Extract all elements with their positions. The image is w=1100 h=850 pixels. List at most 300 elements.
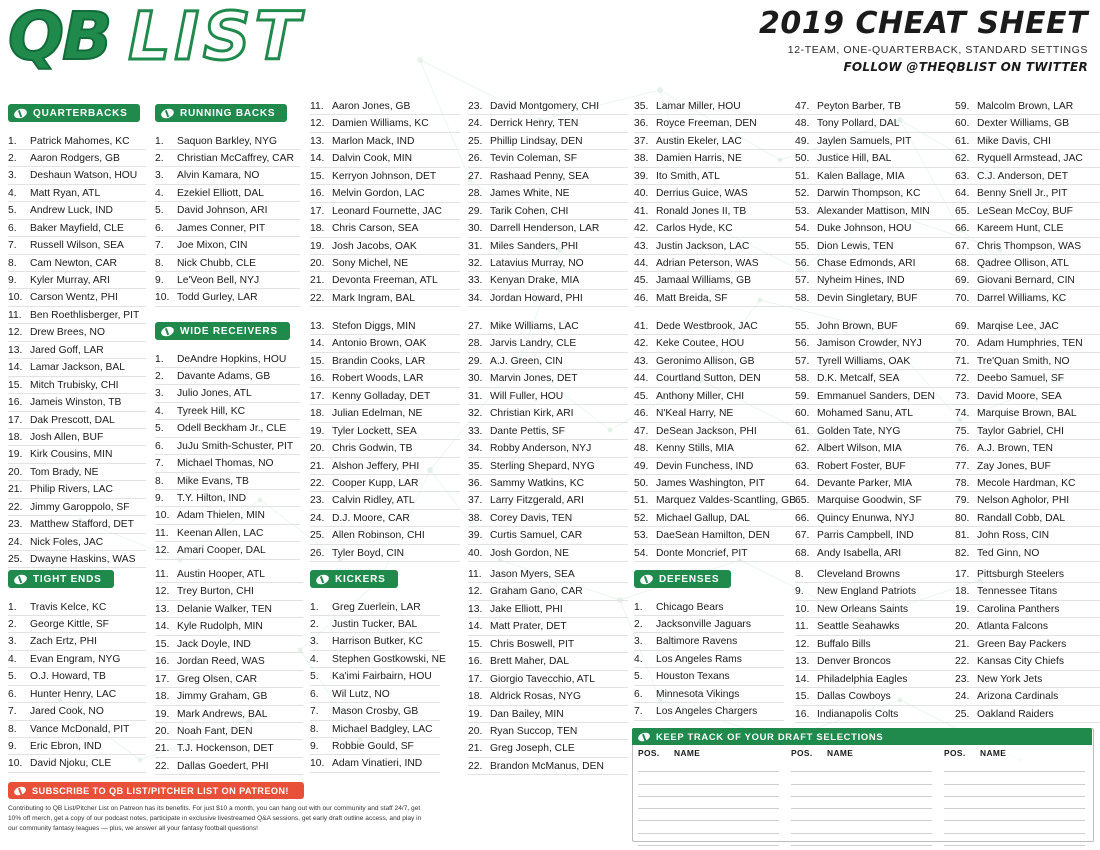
rank-number: 62. (795, 443, 810, 455)
player-name: Chris Godwin, TB (332, 443, 413, 455)
rank-number: 14. (8, 362, 23, 374)
list-item (795, 98, 960, 115)
rank-number: 4. (634, 653, 643, 665)
list-item (310, 150, 460, 167)
rank-number: 16. (155, 656, 170, 668)
kickers-section (310, 570, 446, 773)
list-item (795, 150, 960, 167)
rank-number: 6. (8, 688, 17, 700)
tracker-row[interactable] (638, 821, 779, 833)
tracker-row[interactable] (791, 809, 932, 821)
list-item (310, 388, 460, 405)
rank-number: 41. (634, 321, 649, 332)
rank-number: 74. (955, 408, 970, 420)
player-name: Dwayne Haskins, WAS (30, 554, 136, 565)
rank-number: 70. (955, 338, 970, 350)
rank-number: 50. (795, 153, 810, 165)
tracker-row[interactable] (944, 846, 1085, 850)
player-name: Josh Allen, BUF (30, 431, 104, 443)
player-name: David Njoku, CLE (30, 758, 112, 770)
player-name: Brandon McManus, DEN (490, 760, 604, 772)
player-name: Minnesota Vikings (656, 688, 740, 700)
list-item (468, 566, 628, 583)
player-name: Kyler Murray, ARI (30, 275, 110, 286)
player-name: Robert Woods, LAR (332, 373, 424, 385)
player-name: Mike Davis, CHI (977, 135, 1051, 147)
player-name: Matt Ryan, ATL (30, 187, 101, 199)
rank-number: 13. (8, 344, 23, 356)
list-item (634, 440, 794, 457)
list-item (310, 510, 460, 527)
rank-number: 39. (468, 530, 483, 542)
rank-number: 18. (310, 223, 325, 235)
list-item (634, 272, 794, 289)
list-item (955, 440, 1100, 457)
player-name: Jordan Howard, PHI (490, 292, 583, 304)
list-item (795, 492, 960, 509)
list-item (634, 388, 794, 405)
rank-number: 12. (310, 118, 325, 130)
player-name: Pittsburgh Steelers (977, 569, 1064, 580)
rank-number: 9. (155, 493, 164, 504)
rank-number: 6. (155, 222, 164, 234)
rank-number: 7. (8, 706, 17, 718)
list-item (8, 686, 146, 703)
player-name: Philip Rivers, LAC (30, 484, 113, 496)
player-name: Justin Jackson, LAC (656, 240, 750, 252)
draft-tracker-columns (632, 748, 1092, 850)
player-name: Courtland Sutton, DEN (656, 373, 761, 385)
running-backs-list-col4 (634, 98, 794, 307)
section-header-wide-receivers (155, 322, 290, 340)
rank-number: 43. (634, 355, 649, 367)
player-name: Wil Lutz, NO (332, 688, 390, 700)
rank-number: 10. (795, 603, 810, 615)
rank-number: 48. (795, 118, 810, 130)
rank-number: 35. (468, 460, 483, 472)
list-item (310, 115, 460, 132)
list-item (8, 342, 146, 359)
player-name: Dallas Cowboys (817, 691, 891, 703)
player-name: Graham Gano, CAR (490, 586, 583, 598)
list-item (8, 133, 146, 150)
list-item (468, 440, 628, 457)
list-item (310, 405, 460, 422)
list-item (634, 370, 794, 387)
rank-number: 26. (310, 547, 325, 559)
list-item (955, 133, 1100, 150)
player-name: Tony Pollard, DAL (817, 118, 900, 130)
list-item (795, 185, 960, 202)
list-item (310, 651, 446, 668)
tracker-row[interactable] (638, 785, 779, 797)
list-item (8, 703, 146, 720)
list-item (155, 420, 300, 437)
list-item (468, 318, 628, 335)
player-name: Alvin Kamara, NO (177, 170, 260, 182)
list-item (795, 220, 960, 237)
player-name: Brett Maher, DAL (490, 656, 569, 668)
tight-ends-list-col2 (155, 566, 303, 775)
player-name: Philadelphia Eagles (817, 673, 908, 685)
player-name: Jamison Crowder, NYJ (817, 338, 922, 350)
list-item (795, 353, 960, 370)
rank-number: 18. (468, 691, 483, 703)
tracker-row[interactable] (791, 846, 932, 850)
tracker-row[interactable] (638, 772, 779, 784)
player-name: Baltimore Ravens (656, 636, 738, 648)
tracker-row[interactable] (944, 821, 1085, 833)
rank-number: 20. (310, 257, 325, 269)
running-backs-list-col2 (310, 98, 460, 307)
list-item (795, 423, 960, 440)
rank-number: 25. (468, 135, 483, 147)
section-label: TIGHT ENDS (33, 573, 102, 585)
tracker-pos-label: POS. (944, 748, 966, 758)
player-name: Jamaal Williams, GB (656, 275, 751, 287)
player-name: Le'Veon Bell, NYJ (177, 275, 260, 286)
list-item (955, 510, 1100, 527)
player-name: Drew Brees, NO (30, 327, 105, 339)
player-name: James Conner, PIT (177, 222, 266, 234)
rank-number: 47. (634, 425, 649, 437)
player-name: Carson Wentz, PHI (30, 292, 118, 304)
list-item (634, 668, 784, 685)
player-name: Matthew Stafford, DET (30, 519, 134, 531)
list-item (955, 405, 1100, 422)
tracker-row[interactable] (791, 772, 932, 784)
rank-number: 32. (468, 257, 483, 269)
rank-number: 42. (634, 223, 649, 235)
rank-number: 31. (468, 390, 483, 402)
list-item (310, 185, 460, 202)
rank-number: 24. (955, 691, 970, 703)
rank-number: 9. (310, 741, 319, 752)
list-item (468, 601, 628, 618)
list-item (955, 706, 1100, 723)
player-name: Ronald Jones II, TB (656, 205, 747, 217)
rank-number: 20. (955, 621, 970, 633)
tracker-name-label: NAME (674, 748, 701, 758)
list-item (468, 510, 628, 527)
list-item (155, 133, 300, 150)
player-name: Jarvis Landry, CLE (490, 338, 577, 350)
list-item (155, 542, 300, 559)
tracker-row[interactable] (791, 797, 932, 809)
player-name: O.J. Howard, TB (30, 671, 106, 683)
rank-number: 51. (634, 495, 649, 507)
list-item (310, 616, 440, 633)
player-name: DeAndre Hopkins, HOU (177, 353, 287, 365)
tracker-row[interactable] (638, 809, 779, 821)
player-name: Jimmy Graham, GB (177, 691, 268, 703)
player-name: Allen Robinson, CHI (332, 530, 425, 542)
tracker-row[interactable] (638, 846, 779, 850)
player-name: Darrell Henderson, LAR (490, 223, 600, 235)
list-item (795, 653, 960, 670)
list-item (468, 185, 628, 202)
rank-number: 2. (8, 618, 17, 630)
rank-number: 67. (955, 240, 970, 252)
list-item (155, 438, 300, 455)
tracker-row[interactable] (791, 821, 932, 833)
patreon-note: Contributing to QB List/Pitcher List on Patreon has its benefits. For just $10 a month, you can hang out with our community and staff 24/7, get 10% off merch, get a copy of our podcast notes, participate in exclusive livestreamed Q&A sessions, get early draft outline access, and play in our community fantasy leagues — plus, we answer all your fantasy football questions! (8, 805, 422, 832)
player-name: Robbie Gould, SF (332, 741, 414, 752)
rank-number: 7. (634, 706, 643, 718)
rank-number: 19. (468, 708, 483, 720)
rank-number: 69. (955, 275, 970, 287)
list-item (955, 636, 1100, 653)
rank-number: 7. (8, 240, 17, 252)
player-name: Giorgio Tavecchio, ATL (490, 673, 595, 685)
tracker-row[interactable] (638, 797, 779, 809)
player-name: Dallas Goedert, PHI (177, 760, 269, 772)
rank-number: 19. (955, 603, 970, 615)
rank-number: 77. (955, 460, 970, 472)
rank-number: 49. (795, 135, 810, 147)
wide-receivers-list-col6 (955, 318, 1100, 562)
list-item (155, 403, 300, 420)
rank-number: 46. (634, 292, 649, 304)
rank-number: 14. (468, 621, 483, 633)
rank-number: 10. (310, 758, 325, 770)
player-name: Carolina Panthers (977, 603, 1060, 615)
tracker-row[interactable] (944, 834, 1085, 846)
list-item (634, 458, 794, 475)
tracker-row[interactable] (944, 797, 1085, 809)
rank-number: 4. (8, 187, 17, 199)
list-item (155, 490, 300, 507)
rank-number: 6. (310, 688, 319, 700)
tracker-row[interactable] (638, 760, 779, 772)
player-name: New York Jets (977, 673, 1043, 685)
rank-number: 64. (795, 477, 810, 489)
rank-number: 16. (8, 397, 23, 409)
list-item (634, 168, 794, 185)
player-name: Darrel Williams, KC (977, 292, 1067, 304)
player-name: Devante Parker, MIA (817, 477, 912, 489)
tracker-name-label: NAME (827, 748, 854, 758)
rank-number: 60. (795, 408, 810, 420)
player-name: Greg Joseph, CLE (490, 743, 575, 755)
player-name: Kenny Golladay, DET (332, 390, 431, 402)
player-name: Kareem Hunt, CLE (977, 223, 1064, 235)
list-item (155, 723, 303, 740)
rank-number: 82. (955, 547, 970, 559)
player-name: Devin Singletary, BUF (817, 292, 918, 304)
list-item (795, 688, 960, 705)
list-item (310, 599, 440, 616)
player-name: Ezekiel Elliott, DAL (177, 187, 264, 199)
section-header-running-backs (155, 104, 287, 122)
player-name: Calvin Ridley, ATL (332, 495, 415, 507)
player-name: Christian Kirk, ARI (490, 408, 574, 420)
rank-number: 57. (795, 275, 810, 287)
rank-number: 7. (310, 706, 319, 718)
list-item (310, 290, 460, 307)
list-item (468, 115, 628, 132)
rank-number: 1. (8, 601, 17, 613)
player-name: James Washington, PIT (656, 477, 765, 489)
list-item (8, 255, 146, 272)
list-item (795, 510, 960, 527)
rank-number: 8. (155, 257, 164, 269)
list-item (795, 671, 960, 688)
player-name: David Montgomery, CHI (490, 101, 600, 112)
player-name: Stefon Diggs, MIN (332, 321, 416, 332)
tracker-row[interactable] (791, 785, 932, 797)
rank-number: 1. (155, 135, 164, 147)
player-name: T.Y. Hilton, IND (177, 493, 247, 504)
list-item (795, 545, 960, 562)
player-name: LeSean McCoy, BUF (977, 205, 1073, 217)
rank-number: 10. (155, 510, 170, 522)
player-name: Adam Humphries, TEN (977, 338, 1083, 350)
rank-number: 53. (795, 205, 810, 217)
list-item (468, 583, 628, 600)
quarterbacks-list (8, 133, 146, 569)
rank-number: 24. (310, 512, 325, 524)
player-name: Robby Anderson, NYJ (490, 443, 592, 455)
rank-number: 38. (634, 153, 649, 165)
list-item (955, 545, 1100, 562)
rank-number: 79. (955, 495, 970, 507)
list-item (634, 185, 794, 202)
list-item (468, 706, 628, 723)
qb-list-logo (8, 0, 304, 75)
tracker-row[interactable] (791, 760, 932, 772)
list-item (795, 566, 960, 583)
section-label: QUARTERBACKS (33, 107, 128, 119)
rank-number: 66. (795, 512, 810, 524)
player-name: Marvin Jones, DET (490, 373, 578, 385)
list-item (795, 203, 960, 220)
list-item (310, 318, 460, 335)
rank-number: 25. (955, 708, 970, 720)
player-name: Andy Isabella, ARI (817, 547, 902, 559)
rank-number: 3. (155, 388, 164, 400)
list-item (795, 601, 960, 618)
player-name: Kenyan Drake, MIA (490, 275, 580, 287)
list-item (468, 405, 628, 422)
tracker-row[interactable] (944, 809, 1085, 821)
player-name: Mike Williams, LAC (490, 321, 579, 332)
rank-number: 4. (8, 653, 17, 665)
rank-number: 19. (155, 708, 170, 720)
tracker-row[interactable] (638, 834, 779, 846)
rank-number: 18. (8, 431, 23, 443)
rank-number: 17. (310, 205, 325, 217)
rank-number: 13. (468, 603, 483, 615)
player-name: Jordan Reed, WAS (177, 656, 265, 668)
list-item (955, 185, 1100, 202)
list-item (468, 671, 628, 688)
page-title: 2019 CHEAT SHEET (759, 6, 1088, 41)
player-name: C.J. Anderson, DET (977, 170, 1068, 182)
player-name: Lamar Jackson, BAL (30, 362, 126, 374)
player-name: Stephen Gostkowski, NE (332, 653, 446, 665)
list-item (468, 388, 628, 405)
list-item (155, 185, 300, 202)
player-name: Kalen Ballage, MIA (817, 170, 905, 182)
rank-number: 17. (955, 569, 970, 580)
player-name: Greg Zuerlein, LAR (332, 601, 421, 613)
rank-number: 47. (795, 101, 810, 112)
rank-number: 30. (468, 223, 483, 235)
section-header-defenses (634, 570, 731, 588)
list-item (8, 446, 146, 463)
player-name: Tyreek Hill, KC (177, 405, 246, 417)
list-item (468, 636, 628, 653)
rank-number: 3. (310, 636, 319, 648)
tracker-row[interactable] (944, 760, 1085, 772)
rank-number: 37. (468, 495, 483, 507)
tracker-name-label: NAME (980, 748, 1007, 758)
rank-number: 27. (468, 321, 483, 332)
rank-number: 14. (155, 621, 170, 633)
running-backs-list-col1 (155, 133, 300, 307)
tracker-pos-label: POS. (791, 748, 813, 758)
player-name: Tom Brady, NE (30, 466, 99, 478)
list-item (955, 688, 1100, 705)
list-item (468, 618, 628, 635)
patreon-subscribe-bar[interactable] (8, 782, 304, 799)
list-item (468, 290, 628, 307)
list-item (955, 168, 1100, 185)
list-item (955, 203, 1100, 220)
player-name: Marqise Lee, JAC (977, 321, 1059, 332)
list-item (310, 255, 460, 272)
list-item (955, 238, 1100, 255)
tracker-row[interactable] (791, 834, 932, 846)
player-name: Latavius Murray, NO (490, 257, 584, 269)
rank-number: 33. (468, 425, 483, 437)
list-item (634, 599, 784, 616)
rank-number: 57. (795, 355, 810, 367)
rank-number: 17. (468, 673, 483, 685)
player-name: Chris Carson, SEA (332, 223, 419, 235)
list-item (8, 633, 146, 650)
rank-number: 5. (634, 671, 643, 683)
list-item (468, 370, 628, 387)
player-name: Mike Evans, TB (177, 475, 249, 487)
player-name: Mark Ingram, BAL (332, 292, 415, 304)
player-name: Aldrick Rosas, NYG (490, 691, 581, 703)
rank-number: 1. (155, 353, 164, 365)
player-name: Zach Ertz, PHI (30, 636, 97, 648)
player-name: Ryan Succop, TEN (490, 725, 578, 737)
rank-number: 41. (634, 205, 649, 217)
rank-number: 17. (310, 390, 325, 402)
list-item (8, 324, 146, 341)
player-name: Sterling Shepard, NYG (490, 460, 595, 472)
list-item (8, 220, 146, 237)
list-item (8, 237, 146, 254)
tracker-row[interactable] (944, 772, 1085, 784)
rank-number: 8. (8, 723, 17, 735)
follow-line: FOLLOW @THEQBLIST ON TWITTER (843, 60, 1088, 74)
list-item (468, 220, 628, 237)
tracker-rows (944, 760, 1085, 850)
tracker-rows (638, 760, 779, 850)
rank-number: 22. (155, 760, 170, 772)
list-item (310, 492, 460, 509)
tracker-row[interactable] (944, 785, 1085, 797)
rank-number: 6. (8, 222, 17, 234)
rank-number: 11. (155, 527, 169, 539)
player-name: Peyton Barber, TB (817, 101, 901, 112)
rank-number: 32. (468, 408, 483, 420)
